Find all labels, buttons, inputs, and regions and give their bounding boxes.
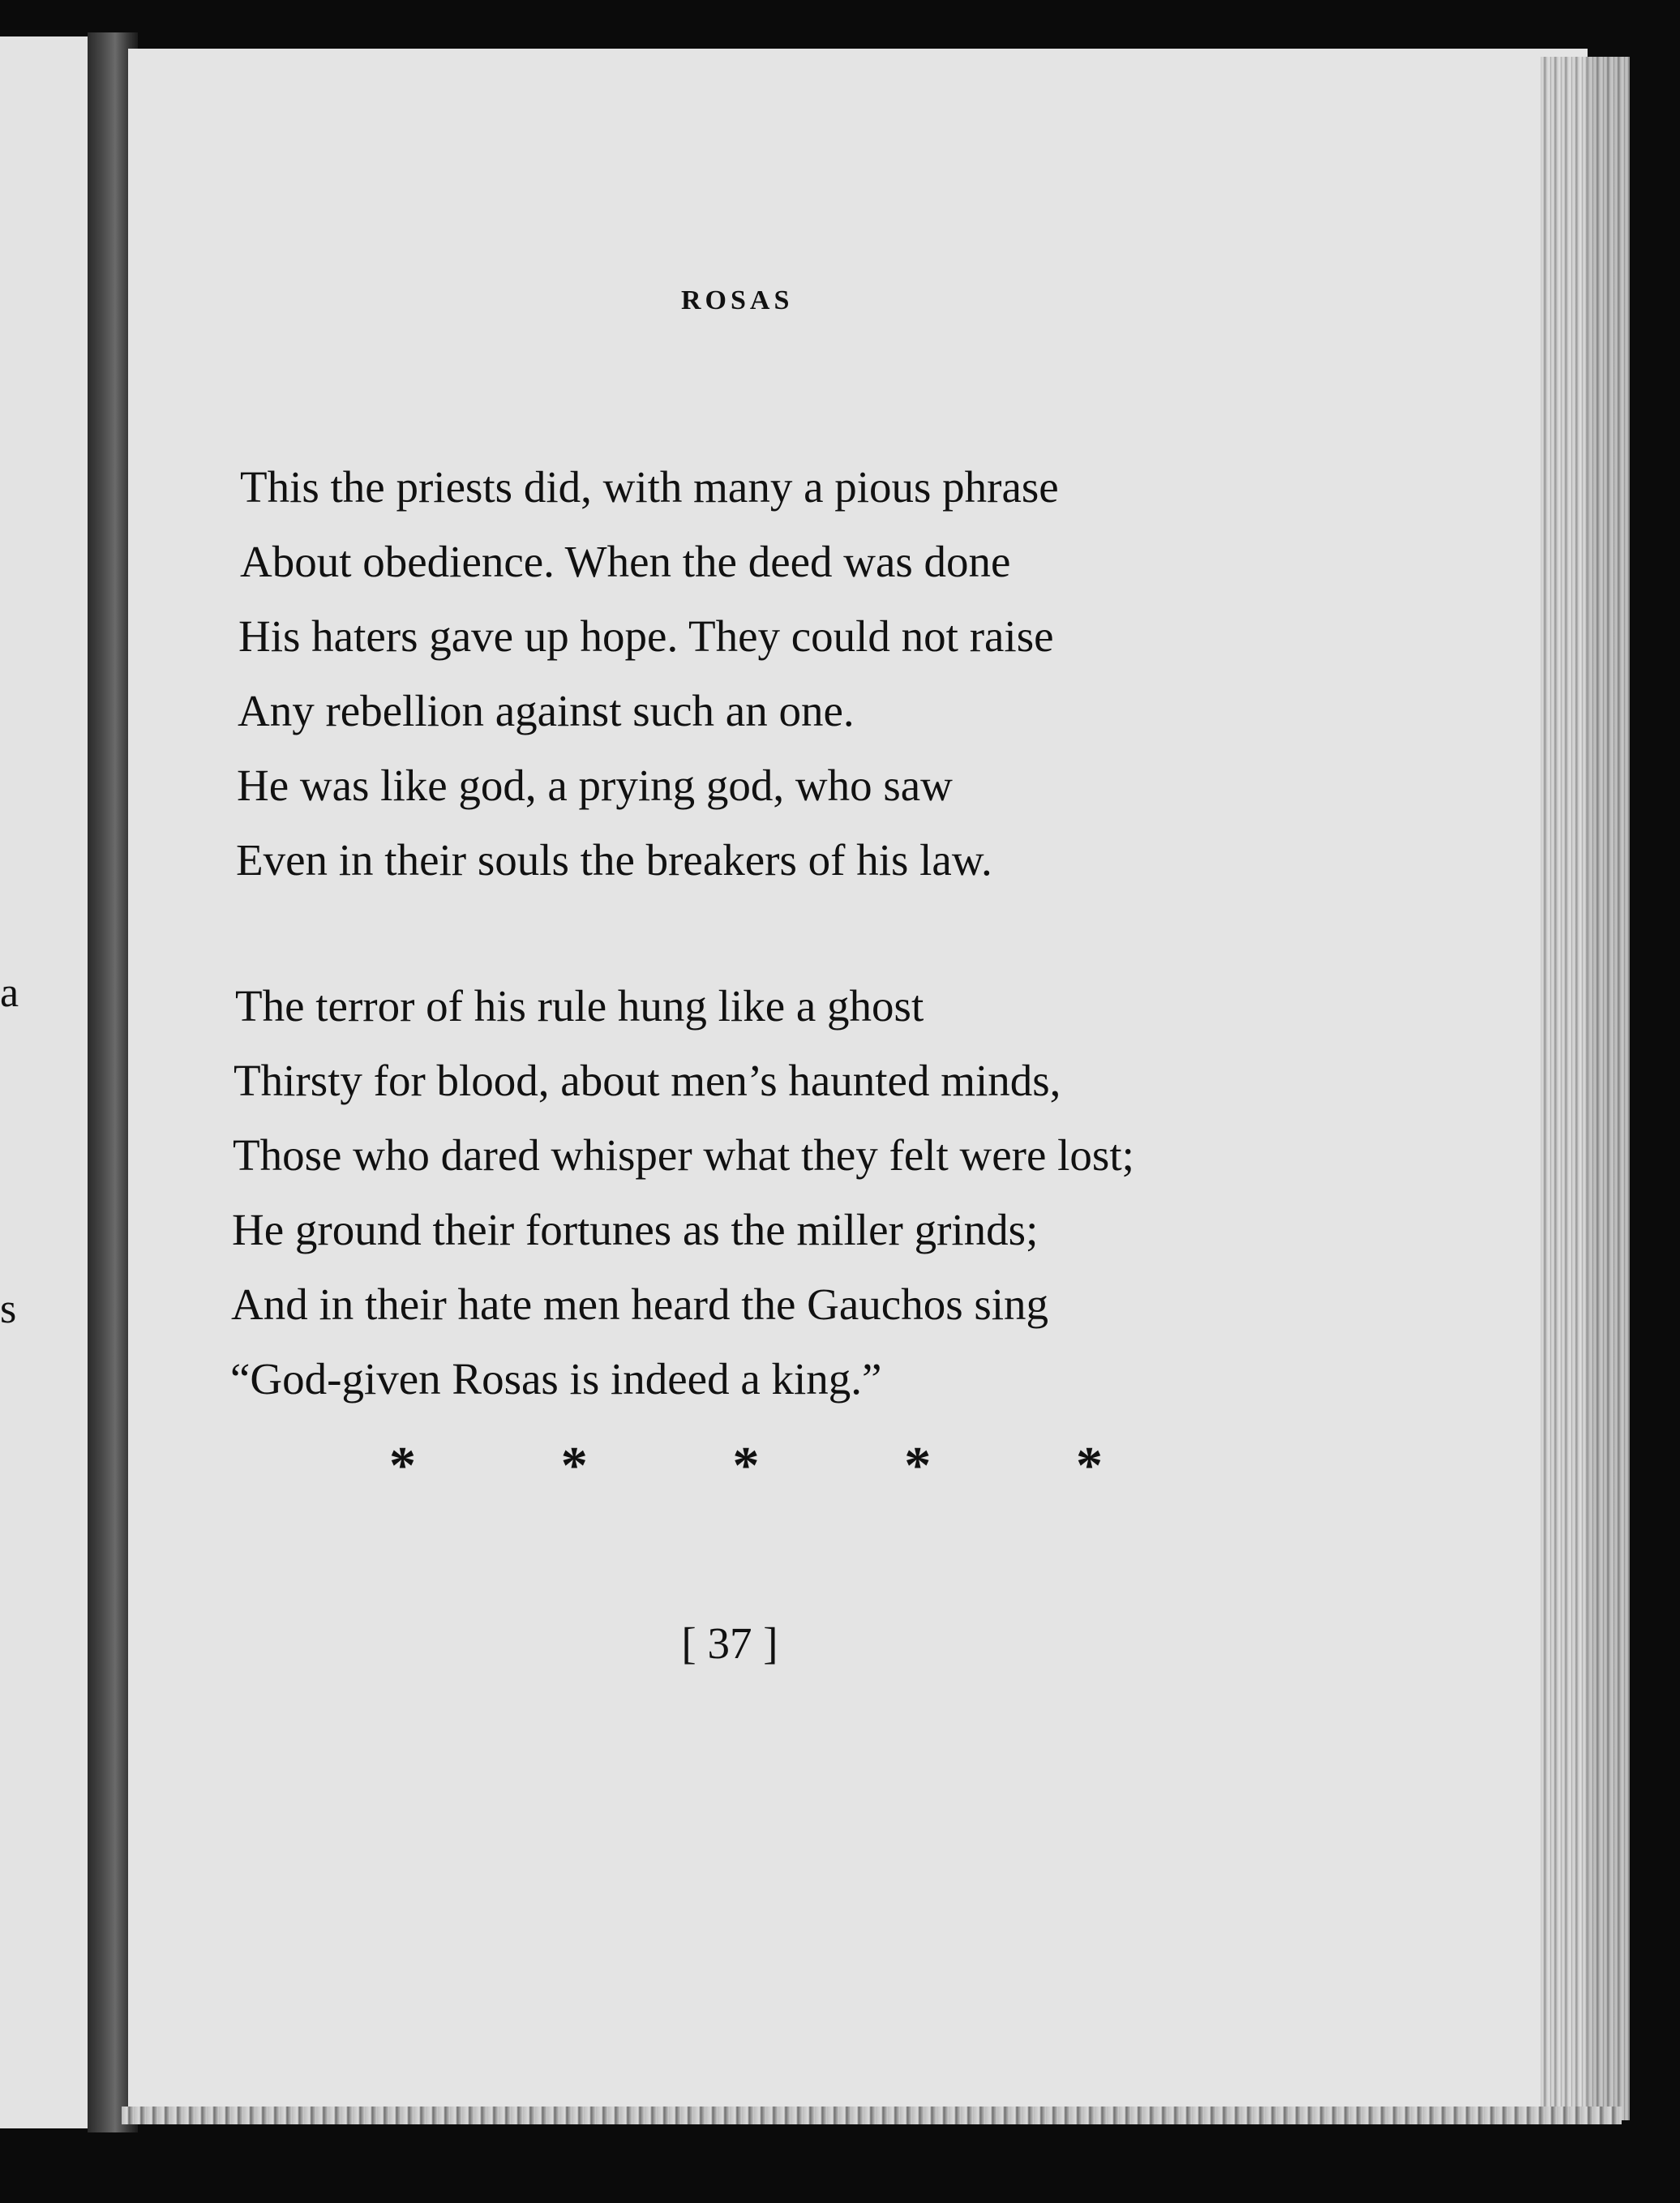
poem-line: Those who dared whisper what they felt were lost; [233,1130,1134,1180]
asterisk-ornament: * [732,1436,760,1495]
page-number: [ 37 ] [681,1618,778,1668]
poem-line: He ground their fortunes as the miller grinds; [232,1205,1039,1254]
running-head: ROSAS [681,285,794,315]
asterisk-ornament: * [389,1436,416,1495]
page-fore-edge [1541,57,1630,2120]
poem-line: Thirsty for blood, about men’s haunted minds, [234,1056,1061,1105]
poem-line: This the priests did, with many a pious phrase [240,462,1059,512]
poem-line: His haters gave up hope. They could not raise [238,611,1054,661]
asterisk-ornament: * [1076,1436,1103,1495]
poem-line: Any rebellion against such an one. [238,686,855,735]
asterisk-ornament: * [560,1436,588,1495]
stanza-1 [235,450,1289,898]
poem-line: Even in their souls the breakers of his law. [236,835,992,885]
facing-page-edge [0,36,96,2128]
facing-page-fragment: s [0,1286,17,1332]
poem-line: He was like god, a prying god, who saw [237,761,953,810]
poem-line: About obedience. When the deed was done [240,537,1011,586]
poem-line: And in their hate men heard the Gauchos sing [231,1279,1049,1329]
poem-line: The terror of his rule hung like a ghost [235,981,924,1031]
stanza-2 [230,969,1289,1417]
section-break-asterisks [389,1436,1103,1495]
page-bottom-edge [122,2107,1622,2124]
poem-line: “God-given Rosas is indeed a king.” [230,1354,882,1404]
facing-page-fragment: a [0,970,19,1016]
asterisk-ornament: * [904,1436,932,1495]
